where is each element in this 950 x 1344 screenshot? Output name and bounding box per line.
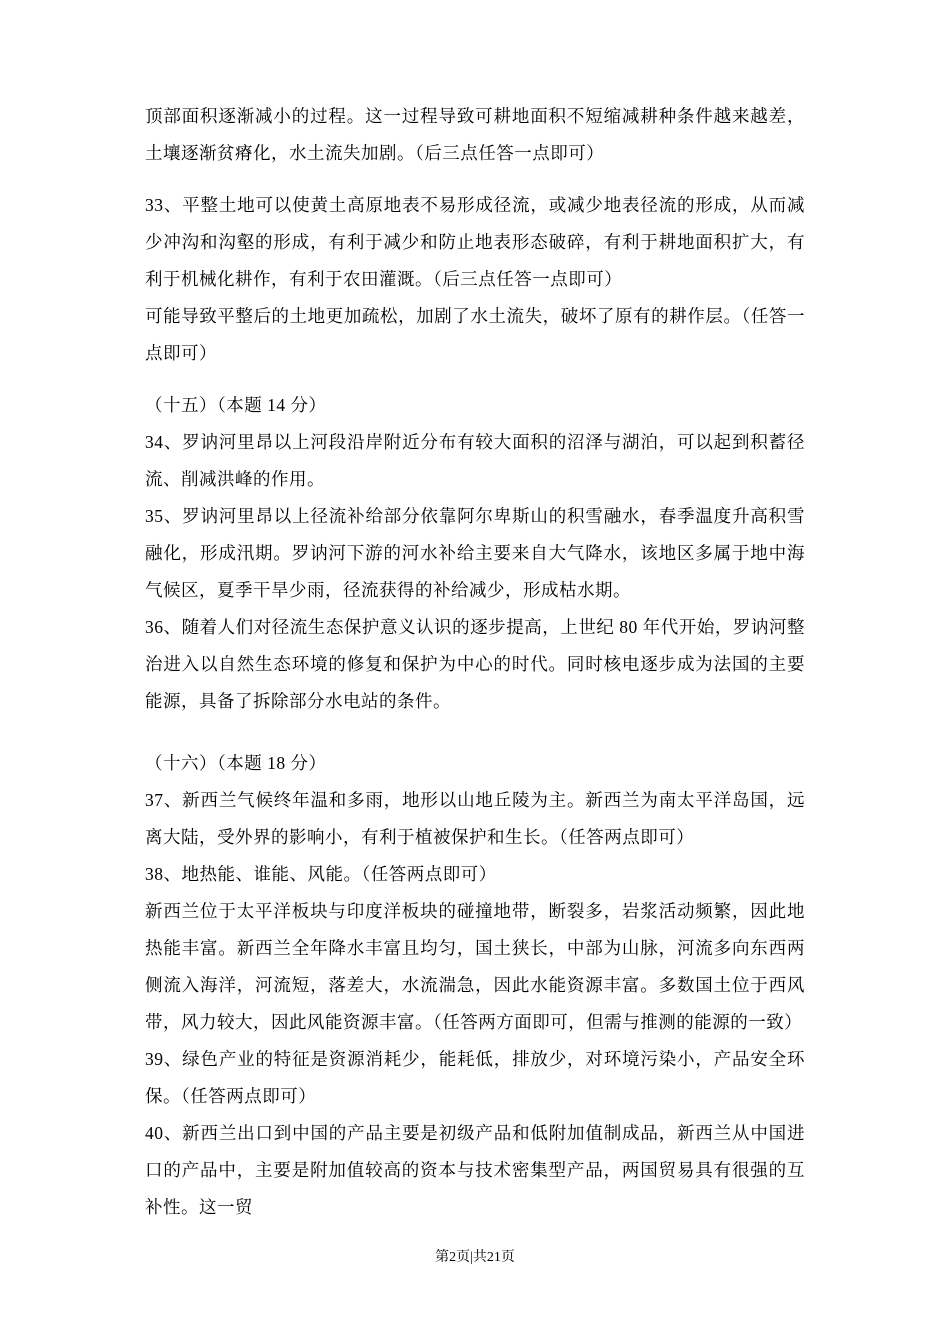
answer-paragraph-33-note: 可能导致平整后的土地更加疏松，加剧了水土流失，破坏了原有的耕作层。（任答一点即可）	[145, 306, 805, 363]
section-heading-16: （十六）（本题 18 分）	[145, 753, 327, 773]
page-number: 第2页|共21页	[435, 1250, 515, 1265]
continued-paragraph: 顶部面积逐渐减小的过程。这一过程导致可耕地面积不短缩减耕种条件越来越差，土壤逐渐贫瘠化，水土流失加剧。（后三点任答一点即可）	[145, 106, 805, 163]
page-footer	[0, 1248, 950, 1268]
answer-paragraph-36: 36、随着人们对径流生态保护意义认识的逐步提高，上世纪 80 年代开始，罗讷河整治进入以自然生态环境的修复和保护为中心的时代。同时核电逐步成为法国的主要能源，具备了拆除部分水电站的条件。	[145, 617, 805, 711]
answer-paragraph-38-explanation: 新西兰位于太平洋板块与印度洋板块的碰撞地带，断裂多，岩浆活动频繁，因此地热能丰富。新西兰全年降水丰富且均匀，国土狭长，中部为山脉，河流多向东西两侧流入海洋，河流短，落差大，水流湍急，因此水能资源丰富。多数国土位于西风带，风力较大，因此风能资源丰富。（任答两方面即可，但需与推测的能源的一致）	[145, 901, 805, 1032]
answer-paragraph-35: 35、罗讷河里昂以上径流补给部分依靠阿尔卑斯山的积雪融水，春季温度升高积雪融化，形成汛期。罗讷河下游的河水补给主要来自大气降水，该地区多属于地中海气候区，夏季干旱少雨，径流获得的补给减少，形成枯水期。	[145, 506, 805, 600]
section-heading-15: （十五）（本题 14 分）	[145, 395, 327, 415]
document-body	[145, 98, 805, 1226]
answer-paragraph-39: 39、绿色产业的特征是资源消耗少，能耗低，排放少，对环境污染小，产品安全环保。（任答两点即可）	[145, 1049, 805, 1106]
answer-paragraph-40: 40、新西兰出口到中国的产品主要是初级产品和低附加值制成品，新西兰从中国进口的产品中，主要是附加值较高的资本与技术密集型产品，两国贸易具有很强的互补性。这一贸	[145, 1123, 805, 1217]
answer-paragraph-33: 33、平整土地可以使黄土高原地表不易形成径流，或减少地表径流的形成，从而减少冲沟和沟壑的形成，有利于减少和防止地表形态破碎，有利于耕地面积扩大，有利于机械化耕作，有利于农田灌溉。（后三点任答一点即可）	[145, 195, 805, 289]
answer-paragraph-37: 37、新西兰气候终年温和多雨，地形以山地丘陵为主。新西兰为南太平洋岛国，远离大陆，受外界的影响小，有利于植被保护和生长。（任答两点即可）	[145, 790, 805, 847]
answer-paragraph-34: 34、罗讷河里昂以上河段沿岸附近分布有较大面积的沼泽与湖泊，可以起到积蓄径流、削减洪峰的作用。	[145, 432, 805, 489]
answer-paragraph-38: 38、地热能、谁能、风能。（任答两点即可）	[145, 864, 497, 884]
